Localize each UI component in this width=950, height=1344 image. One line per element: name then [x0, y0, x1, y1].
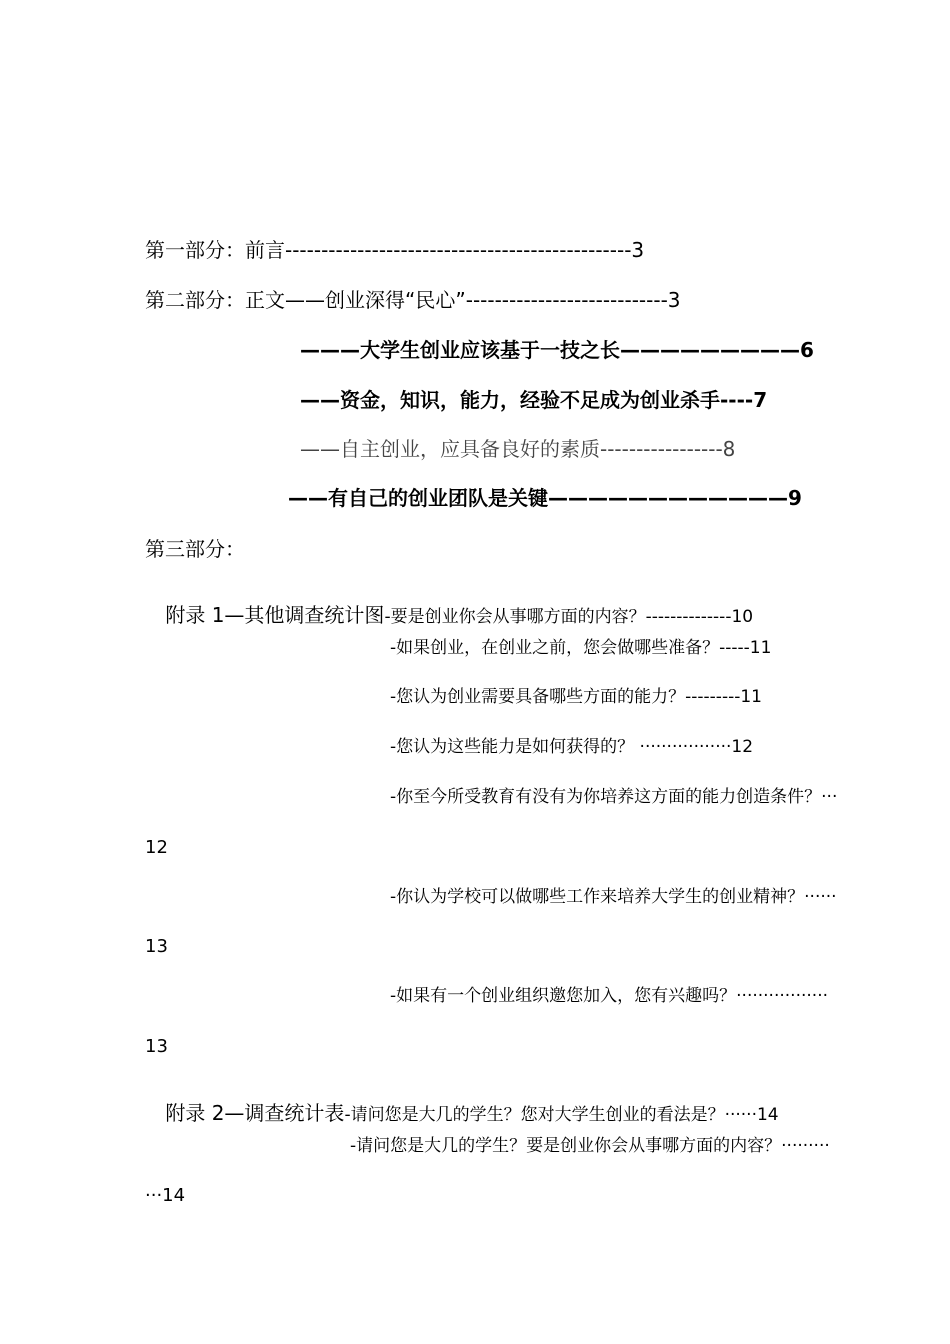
- toc-part1: 第一部分：前言------------------------------------------------3: [145, 238, 645, 262]
- toc-appendix1-title: 附录 1—其他调查统计图: [165, 603, 385, 627]
- toc-appendix1-item7: -如果有一个创业组织邀您加入，您有兴趣吗？·················: [390, 986, 828, 1006]
- toc-part2-sub1: ———大学生创业应该基于一技之长—————————6: [300, 338, 814, 362]
- toc-part2: 第二部分：正文——创业深得“民心”----------------------------3: [145, 288, 681, 312]
- toc-appendix1-item1: -要是创业你会从事哪方面的内容？--------------10: [384, 607, 754, 627]
- toc-appendix2-item2-page: ···14: [145, 1185, 186, 1206]
- toc-appendix1-item3: -您认为创业需要具备哪些方面的能力？---------11: [390, 687, 762, 707]
- toc-appendix1-item2: -如果创业，在创业之前，您会做哪些准备？-----11: [390, 638, 772, 658]
- toc-appendix1-item7-page: 13: [145, 1036, 168, 1057]
- toc-appendix1-row: [145, 589, 753, 642]
- toc-appendix1-item5: -你至今所受教育有没有为你培养这方面的能力创造条件？···: [390, 787, 838, 807]
- toc-appendix1-item4: -您认为这些能力是如何获得的？ ·················12: [390, 737, 754, 757]
- toc-appendix2-title: 附录 2—调查统计表: [165, 1101, 345, 1125]
- toc-appendix2-item2: -请问您是大几的学生？要是创业你会从事哪方面的内容？·········: [350, 1136, 830, 1156]
- toc-part2-sub4: ——有自己的创业团队是关键————————————9: [288, 486, 802, 510]
- toc-part2-sub2: ——资金，知识，能力，经验不足成为创业杀手----7: [300, 388, 768, 412]
- toc-part3: 第三部分：: [145, 537, 245, 561]
- toc-appendix1-item6: -你认为学校可以做哪些工作来培养大学生的创业精神？······: [390, 887, 837, 907]
- toc-appendix2-row: [145, 1087, 779, 1140]
- toc-part2-sub3: ——自主创业，应具备良好的素质-----------------8: [300, 437, 736, 461]
- toc-appendix2-item1: -请问您是大几的学生？您对大学生创业的看法是？······14: [344, 1105, 779, 1125]
- toc-appendix1-item6-page: 13: [145, 936, 168, 957]
- toc-appendix1-item5-page: 12: [145, 837, 168, 858]
